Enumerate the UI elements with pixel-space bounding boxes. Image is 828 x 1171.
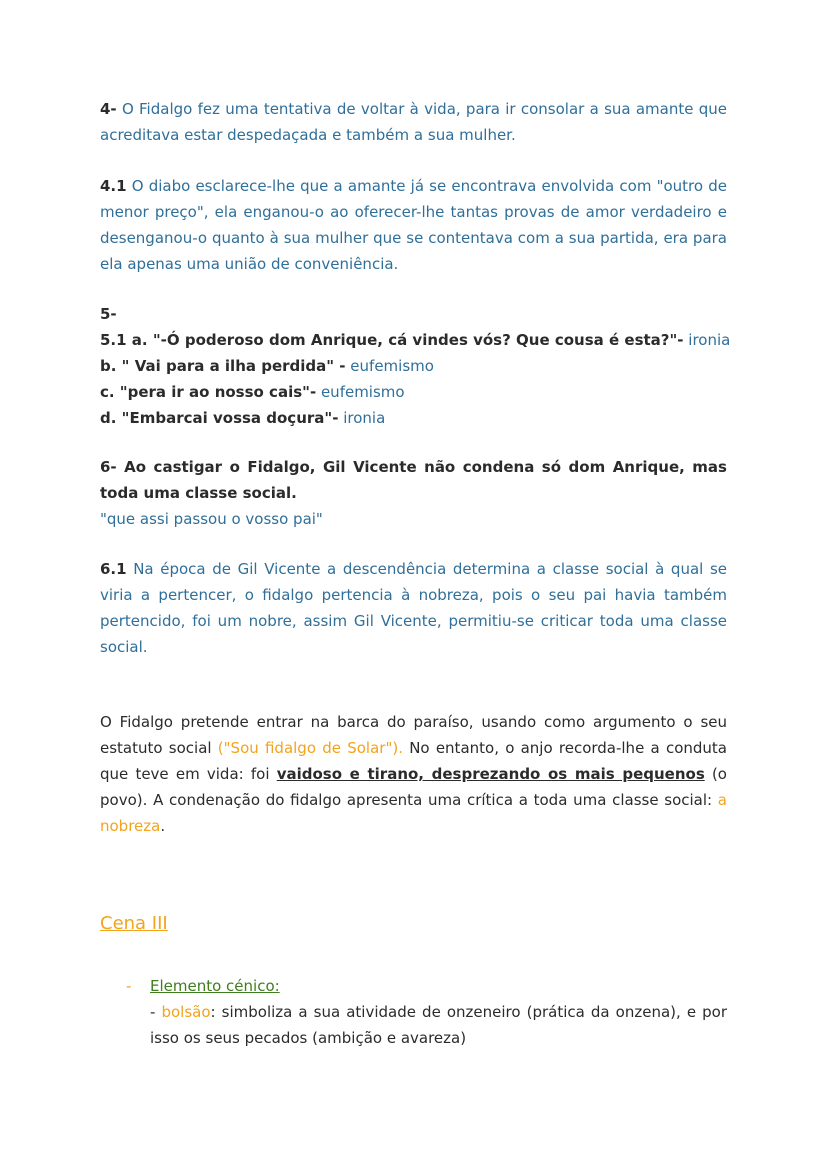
answer-text: Na época de Gil Vicente a descendência determina a classe social à qual se viria a pertencer, o fidalgo pertencia à nobreza, pois o seu pai havia também pertencido, foi um nobre, assim Gil Vicente, permitiu-se criticar toda uma classe social. bbox=[100, 560, 727, 656]
element-item bbox=[150, 999, 727, 1051]
answer-number: 4.1 bbox=[100, 177, 127, 195]
element-label: Elemento cénico: bbox=[150, 977, 280, 995]
quote: b. " Vai para a ilha perdida" - bbox=[100, 357, 346, 375]
cena-title: Cena III bbox=[100, 913, 168, 934]
quote: d. "Embarcai vossa doçura"- bbox=[100, 409, 339, 427]
summary-text: (o povo). A condenação do fidalgo apresenta uma crítica a toda uma classe social: bbox=[100, 765, 727, 809]
item-term: bolsão bbox=[161, 1003, 211, 1021]
answer-5-1-d bbox=[100, 405, 727, 431]
summary-paragraph bbox=[100, 709, 727, 839]
answer-6 bbox=[100, 454, 727, 532]
summary-quote: ("Sou fidalgo de Solar"). bbox=[217, 739, 403, 757]
figure-of-speech: ironia bbox=[683, 331, 731, 349]
quote: c. "pera ir ao nosso cais"- bbox=[100, 383, 317, 401]
figure-of-speech: eufemismo bbox=[345, 357, 434, 375]
summary-highlight: a nobreza bbox=[100, 791, 727, 835]
answer-4-1 bbox=[100, 173, 727, 277]
element-label-row bbox=[150, 973, 280, 999]
answer-5-1-a bbox=[100, 327, 731, 353]
quote: "que assi passou o vosso pai" bbox=[100, 510, 323, 528]
answer-number: 6.1 bbox=[100, 560, 127, 578]
bullet-dash: - bbox=[126, 977, 132, 995]
item-dash: - bbox=[150, 1003, 162, 1021]
answer-text: O Fidalgo fez uma tentativa de voltar à vida, para ir consolar a sua amante que acreditava estar despedaçada e também a sua mulher. bbox=[100, 100, 727, 144]
summary-text: O Fidalgo pretende entrar na barca do paraíso, usando como argumento o seu estatuto social bbox=[100, 713, 727, 757]
answer-number: 4- bbox=[100, 100, 117, 118]
answer-5 bbox=[100, 301, 731, 431]
answer-text: 6- Ao castigar o Fidalgo, Gil Vicente não condena só dom Anrique, mas toda uma classe social. bbox=[100, 458, 727, 502]
figure-of-speech: ironia bbox=[338, 409, 386, 427]
answer-5-1-c bbox=[100, 379, 727, 405]
summary-underlined: vaidoso e tirano, desprezando os mais pequenos bbox=[276, 765, 705, 783]
summary-text: . bbox=[160, 817, 166, 835]
quote: 5.1 a. "-Ó poderoso dom Anrique, cá vindes vós? Que cousa é esta?"- bbox=[100, 331, 684, 349]
section-heading bbox=[100, 913, 727, 934]
answer-5-1-b bbox=[100, 353, 727, 379]
answer-4 bbox=[100, 96, 727, 148]
summary-text: No entanto, o anjo recorda-lhe a conduta que teve em vida: foi bbox=[100, 739, 727, 783]
answer-text: O diabo esclarece-lhe que a amante já se encontrava envolvida com "outro de menor preço", ela enganou-o ao oferecer-lhe tantas provas de amor verdadeiro e desenganou-o quanto à sua mulher que se contentava com a sua partida, era para ela apenas uma união de conveniência. bbox=[100, 177, 727, 273]
item-text: : simboliza a sua atividade de onzeneiro (prática da onzena), e por isso os seus pecados (ambição e avareza) bbox=[150, 1003, 727, 1047]
answer-6-1 bbox=[100, 556, 727, 660]
figure-of-speech: eufemismo bbox=[316, 383, 405, 401]
answer-number: 5- bbox=[100, 305, 117, 323]
